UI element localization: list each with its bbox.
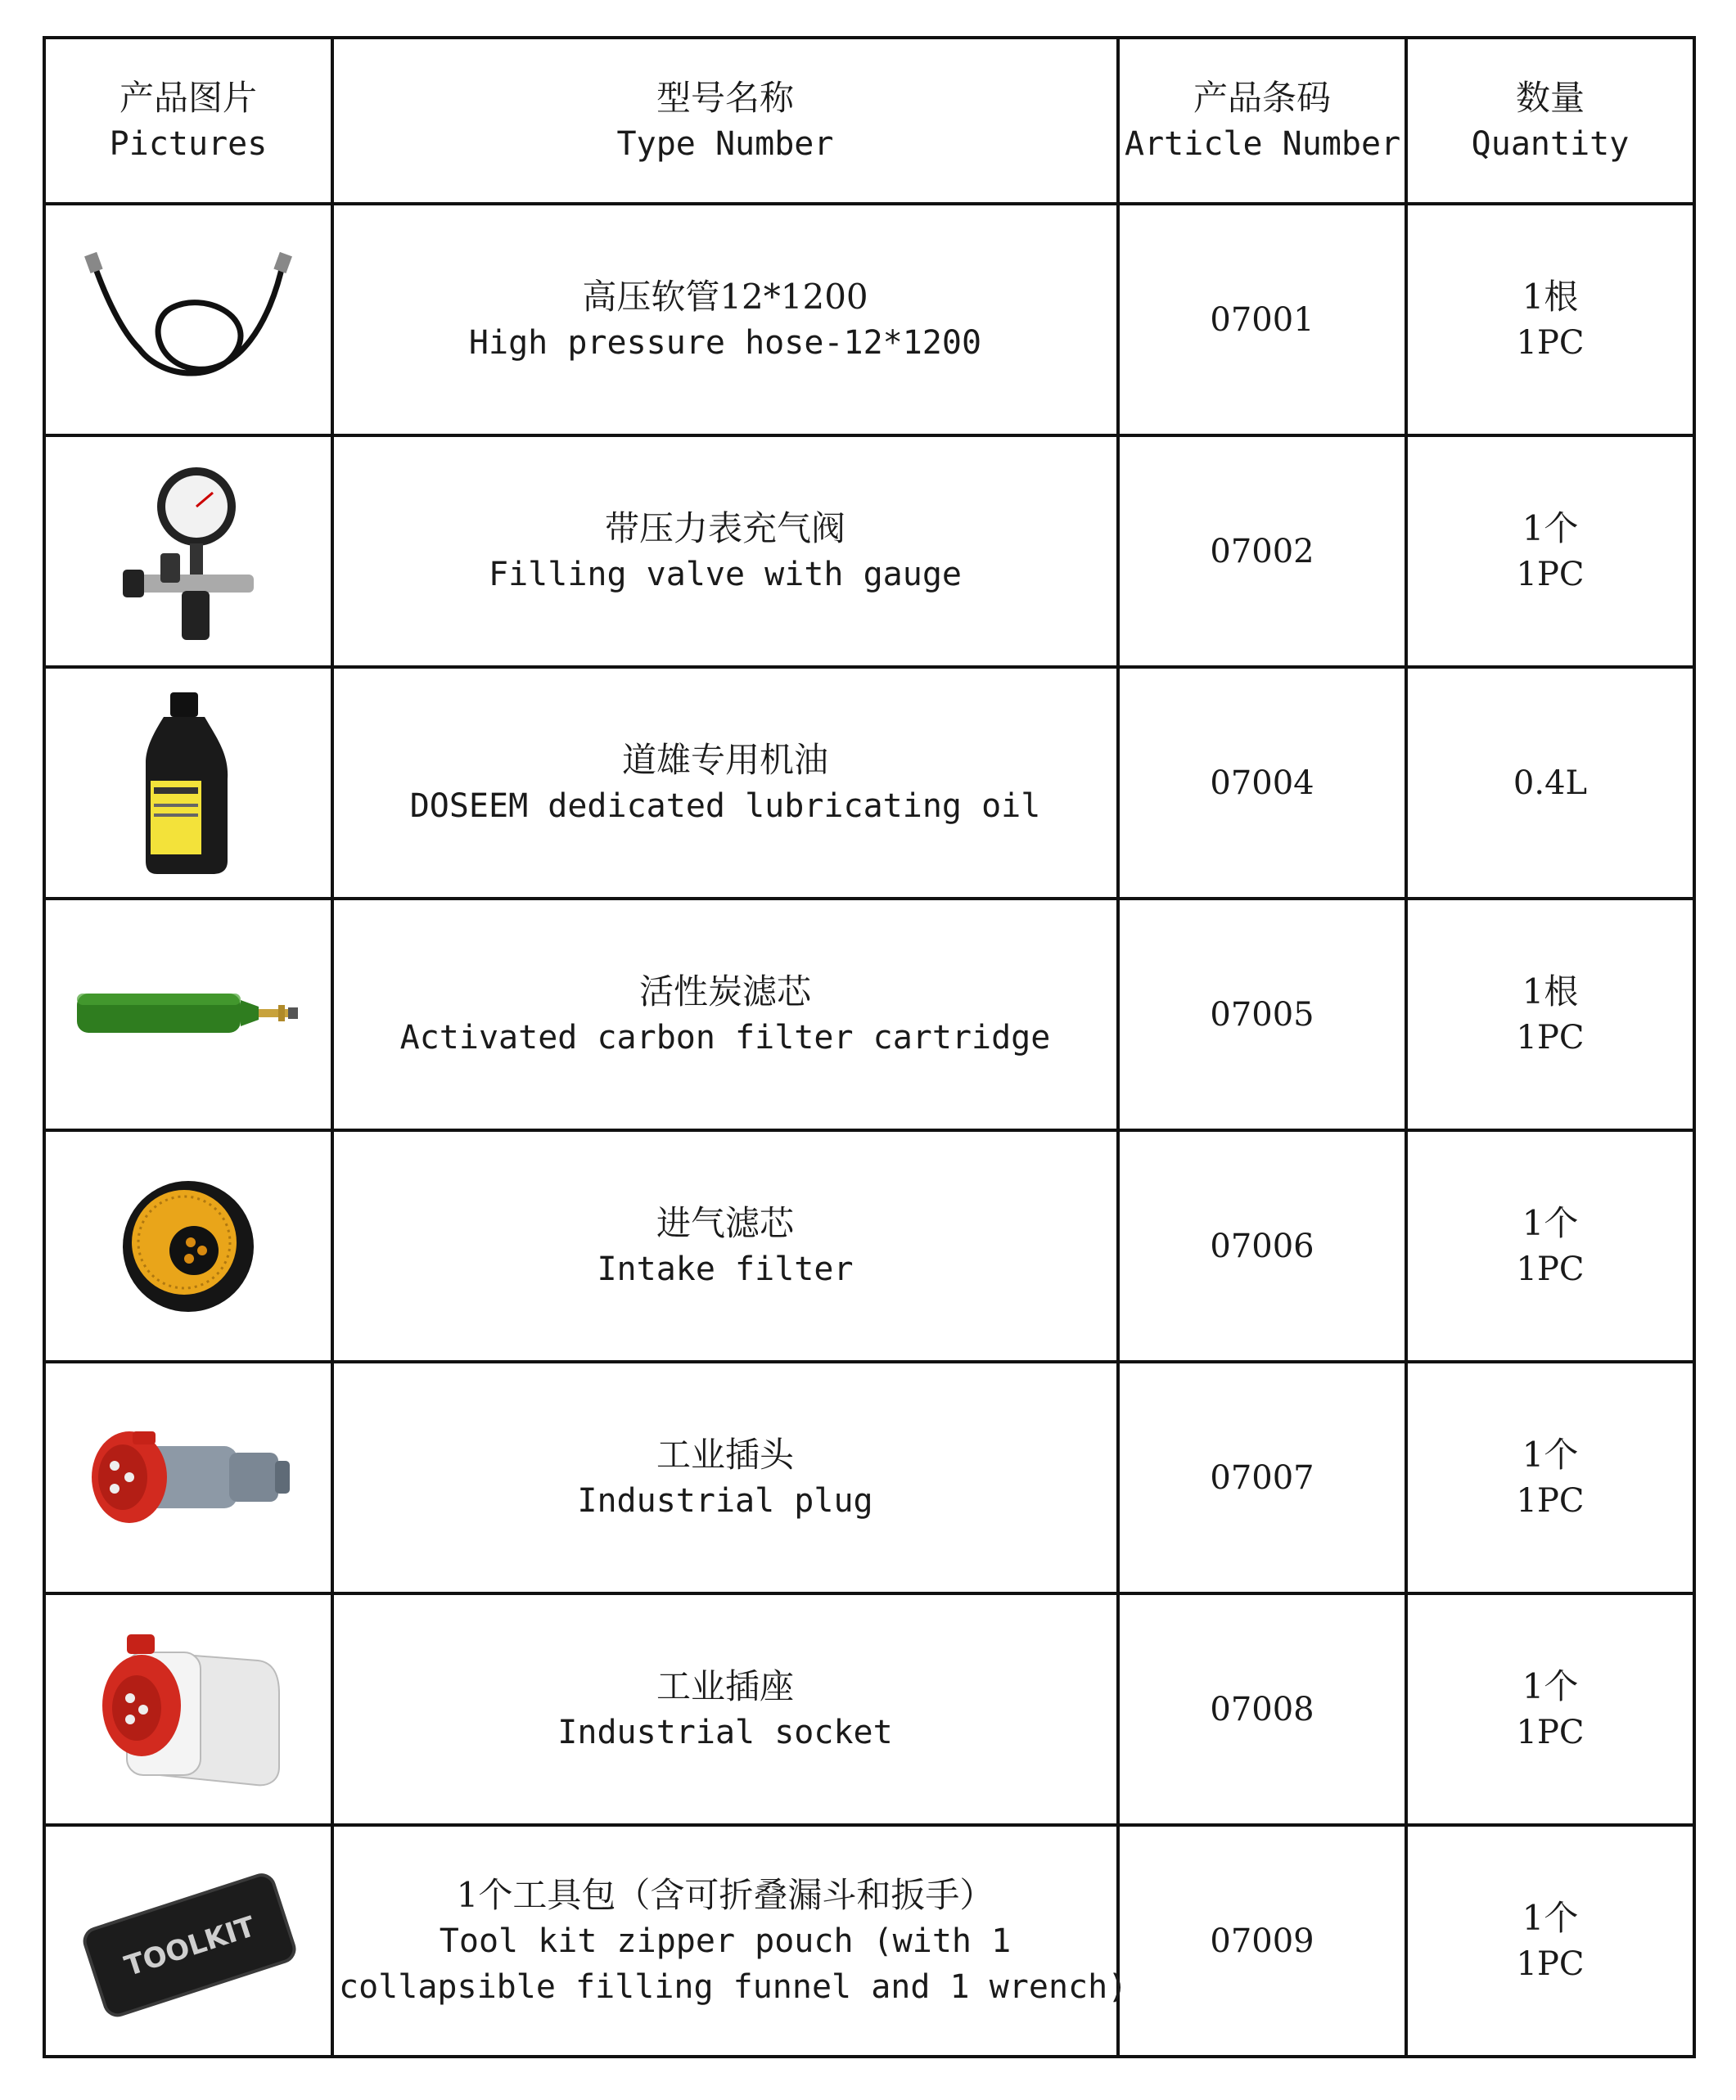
quantity-en: 1PC [1516, 1018, 1585, 1057]
quantity-cell [1406, 1593, 1694, 1825]
article-cell: 07001 [1118, 204, 1406, 435]
type-name-zh: 工业插座 [656, 1665, 794, 1706]
quantity-cell [1406, 1362, 1694, 1593]
quantity-en: 1PC [1516, 1713, 1585, 1751]
picture-cell [44, 1362, 332, 1593]
type-name-en: Activated carbon filter cartridge [399, 1018, 1051, 1057]
filter-cartridge-icon [74, 982, 303, 1048]
type-cell [332, 667, 1118, 899]
header-article [1118, 38, 1406, 204]
picture-cell [44, 899, 332, 1130]
filling-valve-gauge-icon [115, 462, 262, 642]
article-cell: 07007 [1118, 1362, 1406, 1593]
header-row [44, 38, 1694, 204]
table-row [44, 899, 1694, 1130]
table-row [44, 435, 1694, 667]
header-type-zh: 型号名称 [656, 77, 794, 118]
type-name-zh: 道雄专用机油 [621, 739, 828, 780]
quantity-zh: 1根 [1522, 971, 1579, 1012]
oil-bottle-icon [139, 689, 237, 877]
quantity-cell [1406, 435, 1694, 667]
header-pictures [44, 38, 332, 204]
article-cell: 07002 [1118, 435, 1406, 667]
type-name-en: Intake filter [597, 1250, 854, 1288]
header-article-en: Article Number [1125, 124, 1401, 163]
type-name-zh: 1个工具包（含可折叠漏斗和扳手） [456, 1874, 994, 1915]
quantity-cell [1406, 667, 1694, 899]
type-name-zh: 高压软管12*1200 [582, 276, 868, 317]
picture-cell [44, 435, 332, 667]
type-name-zh: 带压力表充气阀 [604, 507, 845, 548]
pouch-label: TOOLKIT [120, 1909, 259, 1983]
header-pictures-zh: 产品图片 [119, 77, 257, 118]
quantity-zh: 0.4L [1513, 764, 1588, 802]
table-row [44, 667, 1694, 899]
type-cell [332, 1130, 1118, 1362]
table-row [44, 1825, 1694, 2057]
picture-cell [44, 667, 332, 899]
type-name-en: DOSEEM dedicated lubricating oil [409, 786, 1041, 825]
article-cell: 07006 [1118, 1130, 1406, 1362]
intake-filter-icon [119, 1177, 258, 1316]
type-cell [332, 1825, 1128, 2057]
quantity-en: 1PC [1516, 323, 1585, 362]
header-type-en: Type Number [616, 124, 834, 163]
quantity-cell [1406, 1825, 1694, 2057]
picture-cell [44, 1825, 332, 2057]
quantity-en: 1PC [1516, 1481, 1585, 1520]
tool-kit-pouch-icon [78, 1859, 299, 2023]
type-name-en-line-1: Tool kit zipper pouch (with 1 [439, 1922, 1012, 1960]
quantity-zh: 1个 [1522, 1897, 1579, 1938]
header-quantity-zh: 数量 [1515, 77, 1585, 118]
header-article-zh: 产品条码 [1193, 77, 1331, 118]
quantity-zh: 1个 [1522, 507, 1579, 548]
type-cell [332, 204, 1118, 435]
quantity-zh: 1个 [1522, 1434, 1579, 1475]
quantity-zh: 1个 [1522, 1202, 1579, 1243]
type-name-en: Filling valve with gauge [489, 555, 962, 593]
quantity-en: 1PC [1516, 1945, 1585, 1983]
quantity-en: 1PC [1516, 1250, 1585, 1288]
article-cell: 07005 [1118, 899, 1406, 1130]
table-row [44, 1593, 1694, 1825]
picture-cell [44, 204, 332, 435]
article-cell: 07009 [1118, 1825, 1406, 2057]
picture-cell [44, 1593, 332, 1825]
quantity-cell [1406, 899, 1694, 1130]
quantity-en: 1PC [1516, 555, 1585, 593]
industrial-plug-icon [82, 1425, 295, 1531]
article-cell: 07008 [1118, 1593, 1406, 1825]
type-cell [332, 435, 1118, 667]
header-quantity-en: Quantity [1471, 124, 1630, 163]
type-name-en-line-2: collapsible filling funnel and 1 wrench) [339, 1967, 1128, 2006]
quantity-zh: 1个 [1522, 1665, 1579, 1706]
picture-cell [44, 1130, 332, 1362]
industrial-socket-icon [94, 1628, 282, 1791]
type-name-zh: 工业插头 [656, 1434, 794, 1475]
type-name-zh: 活性炭滤芯 [638, 971, 811, 1012]
quantity-zh: 1根 [1522, 276, 1579, 317]
type-name-en: Industrial socket [557, 1713, 893, 1751]
hose-icon [82, 250, 295, 390]
type-name-en: High pressure hose-12*1200 [468, 323, 982, 362]
quantity-cell [1406, 204, 1694, 435]
header-type [332, 38, 1118, 204]
type-cell [332, 1593, 1118, 1825]
header-pictures-en: Pictures [109, 124, 268, 163]
type-cell [332, 899, 1118, 1130]
parts-list-table [43, 36, 1696, 2058]
article-cell: 07004 [1118, 667, 1406, 899]
table-row [44, 1362, 1694, 1593]
table-row [44, 204, 1694, 435]
header-quantity [1406, 38, 1694, 204]
type-name-en: Industrial plug [577, 1481, 873, 1520]
type-cell [332, 1362, 1118, 1593]
quantity-cell [1406, 1130, 1694, 1362]
type-name-zh: 进气滤芯 [656, 1202, 794, 1243]
table-row [44, 1130, 1694, 1362]
